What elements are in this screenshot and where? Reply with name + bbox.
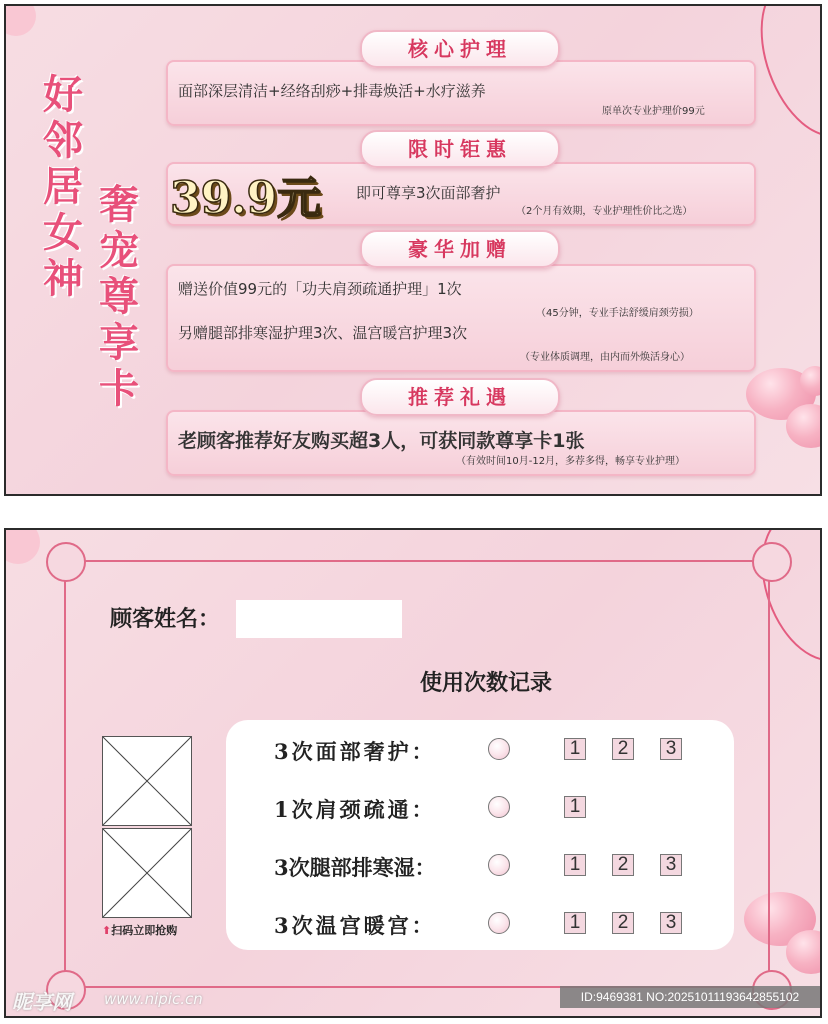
decor-ball xyxy=(786,930,822,974)
record-checkbox[interactable]: 2 xyxy=(612,912,634,934)
record-checkbox[interactable]: 2 xyxy=(612,854,634,876)
usage-record-panel xyxy=(226,720,734,950)
decor-circle xyxy=(4,528,40,564)
arrow-up-icon: ⬆ xyxy=(102,924,112,937)
usage-record-title: 使用次数记录 xyxy=(420,670,553,696)
watermark-logo: 昵享网 xyxy=(12,990,72,1014)
vertical-title-2: 奢宠尊享卡 xyxy=(99,181,139,412)
limited-offer-heading: 限时钜惠 xyxy=(360,130,560,168)
scan-label: 扫码立即抢购 xyxy=(111,924,178,937)
watermark-url: www.nipic.cn xyxy=(104,990,203,1008)
customer-name-label: 顾客姓名： xyxy=(110,606,221,632)
bonus-note-2: （专业体质调理，由内而外焕活身心） xyxy=(520,352,690,363)
referral-line: 老顾客推荐好友购买超3人，可获同款尊享卡1张 xyxy=(178,430,585,452)
bonus-line-1: 赠送价值99元的「功夫肩颈疏通护理」1次 xyxy=(178,280,462,298)
decor-circle xyxy=(4,4,36,36)
record-checkbox[interactable]: 1 xyxy=(564,854,586,876)
qr-code-placeholder xyxy=(102,828,192,918)
core-care-heading: 核心护理 xyxy=(360,30,560,68)
record-checkbox[interactable]: 3 xyxy=(660,854,682,876)
limited-offer-line: 即可尊享3次面部奢护 xyxy=(356,184,501,202)
frame-corner xyxy=(752,542,792,582)
record-row-label: 1次肩颈疏通： xyxy=(274,797,436,822)
record-radio[interactable] xyxy=(488,796,510,818)
image-id-bar: ID:9469381 NO:20251011193642855102 xyxy=(560,986,820,1008)
vertical-title-1: 好邻居女神 xyxy=(43,71,83,302)
record-radio[interactable] xyxy=(488,912,510,934)
decor-ball xyxy=(786,404,822,448)
record-checkbox[interactable]: 1 xyxy=(564,738,586,760)
scan-to-buy xyxy=(102,922,177,938)
back-card xyxy=(4,528,822,1018)
record-checkbox[interactable]: 1 xyxy=(564,912,586,934)
record-row-label: 3次温宫暖宫： xyxy=(274,913,436,938)
bonus-heading: 豪华加赠 xyxy=(360,230,560,268)
front-card xyxy=(4,4,822,496)
core-care-note: 原单次专业护理价99元 xyxy=(602,106,705,117)
record-row-label: 3次腿部排寒湿： xyxy=(274,855,436,880)
record-radio[interactable] xyxy=(488,738,510,760)
qr-code-placeholder xyxy=(102,736,192,826)
record-checkbox[interactable]: 3 xyxy=(660,738,682,760)
bonus-line-2: 另赠腿部排寒湿护理3次、温宫暖宫护理3次 xyxy=(178,324,468,342)
referral-note: （有效时间10月-12月，多荐多得，畅享专业护理） xyxy=(456,456,686,467)
bonus-note-1: （45分钟，专业手法舒缓肩颈劳损） xyxy=(536,308,699,319)
price-text: 39.9元 xyxy=(170,173,322,224)
record-checkbox[interactable]: 1 xyxy=(564,796,586,818)
core-care-line: 面部深层清洁+经络刮痧+排毒焕活+水疗滋养 xyxy=(178,82,486,100)
record-radio[interactable] xyxy=(488,854,510,876)
limited-offer-note: （2个月有效期，专业护理性价比之选） xyxy=(516,206,693,217)
customer-name-field[interactable] xyxy=(236,600,402,638)
record-row-label: 3次面部奢护： xyxy=(274,739,436,764)
decor-ball xyxy=(800,366,822,396)
referral-heading: 推荐礼遇 xyxy=(360,378,560,416)
record-checkbox[interactable]: 2 xyxy=(612,738,634,760)
frame-corner xyxy=(46,542,86,582)
record-checkbox[interactable]: 3 xyxy=(660,912,682,934)
